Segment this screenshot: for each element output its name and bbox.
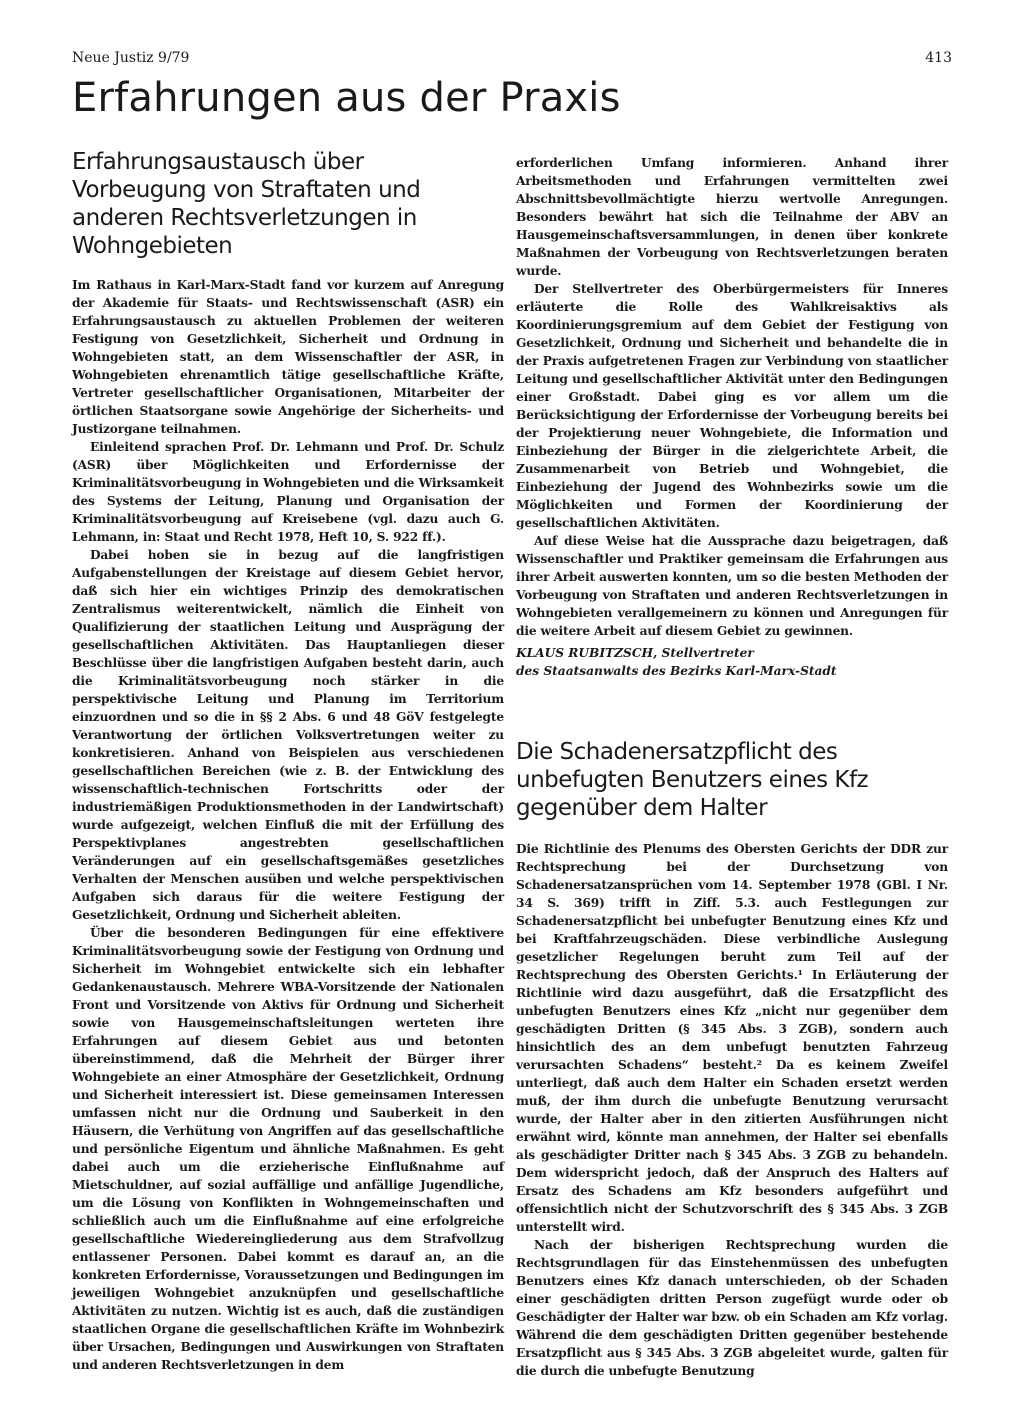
article1-continuation: Der Stellvertreter des Oberbürgermeisters für Inneres erläuterte die Rolle des Wahlkreisaktivs als Koordinierungsgremium auf dem Gebiet der Festigung von Gesetzlichkeit, Ordnung und Sicherheit und behandelte die in der Praxis aufgetretenen Fragen zur Verbindung von staatlicher Leitung und gesellschaftlicher Aktivität unter den Bedingungen einer Großstadt. Dabei ging es vor allem um die Berücksichtigung der Erfordernisse der Vorbeugung bereits bei der Projektierung neuer Wohngebiete, die Information und Einbeziehung der Bürger in die zielgerichtete Arbeit, die Zusammenarbeit von Betrieb und Wohngebiet, die Einbeziehung der Jugend des Wohnbezirks sowie um die Möglichkeiten und Formen der Koordinierung der gesellschaftlichen Aktivitäten. [516, 282, 948, 530]
journal-issue: Neue Justiz 9/79 [72, 50, 190, 66]
article1-paragraph: Im Rathaus in Karl-Marx-Stadt fand vor kurzem auf Anregung der Akademie für Staats- und Rechtswissenschaft (ASR) ein Erfahrungsaustausch zu aktuellen Problemen der weiteren Festigung von Gesetzlichkeit, Sicherheit und Ordnung in Wohngebieten statt, an dem Wissenschaftler der ASR, in Wohngebieten ehrenamtlich tätige gesellschaftliche Kräfte, Vertreter gesellschaftlicher Organisationen, Mitarbeiter der örtlichen Staatsorgane sowie Angehörige der Sicherheits- und Justizorgane teilnahmen. [72, 278, 504, 437]
article1-continuation: erforderlichen Umfang informieren. Anhand ihrer Arbeitsmethoden und Erfahrungen vermittelten zwei Abschnittsbevollmächtigte hierzu wertvolle Anregungen. Besonders bewährt hat sich die Teilnahme der ABV an Hausgemeinschaftsversammlungen, in denen über konkrete Maßnahmen der Vorbeugung von Rechtsverletzungen beraten wurde. [516, 156, 948, 278]
article1-paragraph: Dabei hoben sie in bezug auf die langfristigen Aufgabenstellungen der Kreistage auf diesem Gebiet hervor, daß sich hier ein wichtiges Prinzip des demokratischen Zentralismus weiterentwickelt, nämlich die Einheit von Qualifizierung der staatlichen Leitung und Ausprägung der gesellschaftlichen Aktivitäten. Das Hauptanliegen dieser Beschlüsse über die langfristigen Aufgaben besteht darin, auch die Kriminalitätsvorbeugung noch stärker in die perspektivische Leitung und Planung im Territorium einzuordnen und so die in §§ 2 Abs. 6 und 48 GöV festgelegte Verantwortung der örtlichen Volksvertretungen weiter zu konkretisieren. Anhand von Beispielen aus verschiedenen gesellschaftlichen Bereichen (wie z. B. der Entwicklung des wissenschaftlich-technischen Fortschritts oder der industriemäßigen Produktionsmethoden in der Landwirtschaft) wurde aufgezeigt, welchen Einfluß die mit der Erfüllung des Perspektivplanes angestrebten gesellschaftlichen Veränderungen auf ein gesellschaftsgemäßes gesetzliches Verhalten der Menschen ausüben und welche perspektivischen Aufgaben sich daraus für die weitere Festigung der Gesetzlichkeit, Ordnung und Sicherheit ableiten. [72, 548, 504, 923]
article1-paragraph: Einleitend sprachen Prof. Dr. Lehmann und Prof. Dr. Schulz (ASR) über Möglichkeiten und Erfordernisse der Kriminalitätsvorbeugung in Wohngebieten und die Wirksamkeit des Systems der Leitung, Planung und Organisation der Kriminalitätsvorbeugung auf Kreisebene (vgl. dazu auch G. Lehmann, in: Staat und Recht 1978, Heft 10, S. 922 ff.). [72, 440, 504, 545]
article2-title: Die Schadenersatzpflicht des unbefugten Benutzers eines Kfz gegenüber dem Halter [516, 739, 869, 822]
author-position: des Staatsanwalts des Bezirks Karl-Marx-Stadt [516, 664, 837, 678]
author-name: KLAUS RUBITZSCH, Stellvertreter [516, 646, 754, 660]
article1-continuation: Auf diese Weise hat die Aussprache dazu beigetragen, daß Wissenschaftler und Praktiker gemeinsam die Erfahrungen aus ihrer Arbeit auswerten konnten, um so die besten Methoden der Vorbeugung von Straftaten und anderen Rechtsverletzungen in Wohngebieten verallgemeinern zu können und Anregungen für die weitere Arbeit auf diesem Gebiet zu gewinnen. [516, 534, 948, 638]
section-title: Erfahrungen aus der Praxis [72, 75, 621, 121]
article2-paragraph: Die Richtlinie des Plenums des Obersten Gerichts der DDR zur Rechtsprechung bei der Durchsetzung von Schadenersatzansprüchen vom 14. September 1978 (GBl. I Nr. 34 S. 369) trifft in Ziff. 5.3. auch Festlegungen zur Schadenersatzpflicht bei unbefugter Benutzung eines Kfz und bei Kraftfahrzeugschäden. Diese verbindliche Auslegung gesetzlicher Regelungen beruht zum Teil auf der Rechtsprechung des Obersten Gerichts.¹ In Erläuterung der Richtlinie wird dazu ausgeführt, daß die Ersatzpflicht des unbefugten Benutzers eines Kfz „nicht nur gegenüber dem geschädigten Dritten (§ 345 Abs. 3 ZGB), sondern auch hinsichtlich des an dem unbefugt benutzten Fahrzeug verursachten Schadens“ besteht.² Da es keinem Zweifel unterliegt, daß auch dem Halter ein Schaden ersetzt werden muß, der ihm durch die unbefugte Benutzung verursacht wurde, der Halter aber in den zitierten Ausführungen nicht erwähnt wird, könnte man annehmen, der Halter sei ebenfalls als geschädigter Dritter nach § 345 Abs. 3 ZGB zu behandeln. Dem widerspricht jedoch, daß der Anspruch des Halters auf Ersatz des Schadens am Kfz besonders aufgeführt und offensichtlich nicht der Schutzvorschrift des § 345 Abs. 3 ZGB unterstellt wird. [516, 842, 948, 1235]
article2-paragraph: Nach der bisherigen Rechtsprechung wurden die Rechtsgrundlagen für das Einstehenmüssen des unbefugten Benutzers eines Kfz danach unterschieden, ob der Schaden einer geschädigten dritten Person zugefügt wurde oder ob Geschädigter der Halter war bzw. ob ein Schaden am Kfz vorlag. Während die dem geschädigten Dritten gegenüber bestehende Ersatzpflicht aus § 345 Abs. 3 ZGB abgeleitet wurde, galten für die durch die unbefugte Benutzung [516, 1238, 948, 1379]
left-column [72, 148, 504, 1374]
article1-paragraph: Über die besonderen Bedingungen für eine effektivere Kriminalitätsvorbeugung sowie der Festigung von Ordnung und Sicherheit im Wohngebiet entwickelte sich ein lebhafter Gedankenaustausch. Mehrere WBA-Vorsitzende der Nationalen Front und Vorsitzende von Aktivs für Ordnung und Sicherheit sowie von Hausgemeinschaftsleitungen werteten ihre Erfahrungen auf diesem Gebiet aus und betonten übereinstimmend, daß die Mehrheit der Bürger ihrer Wohngebiete an einer Atmosphäre der Gesetzlichkeit, Ordnung und Sicherheit interessiert ist. Diese gemeinsamen Interessen umfassen nicht nur die Ordnung und Sauberkeit in den Häusern, die Verhütung von Angriffen auf das gesellschaftliche und persönliche Eigentum und ähnliche Maßnahmen. Es geht dabei auch um die erzieherische Einflußnahme auf Mietschuldner, auf sozial auffällige und anfällige Jugendliche, um die Lösung von Konflikten in Wohngemeinschaften und schließlich auch um die Einflußnahme auf eine erfolgreiche gesellschaftliche Wiedereingliederung aus dem Strafvollzug entlassener Personen. Dabei kommt es darauf an, an die konkreten Erfordernisse, Voraussetzungen und Bedingungen im jeweiligen Wohngebiet anzuknüpfen und gesellschaftliche Aktivitäten zu nutzen. Wichtig ist es auch, daß die zuständigen staatlichen Organe die gesellschaftlichen Kräfte im Wohnbezirk über Ursachen, Bedingungen und Auswirkungen von Straftaten und anderen Rechtsverletzungen in dem [72, 926, 504, 1373]
right-column [516, 154, 948, 1380]
page-number: 413 [925, 50, 952, 66]
article1-title: Erfahrungsaustausch über Vorbeugung von Straftaten und anderen Rechtsverletzungen in Wohngebieten [72, 149, 421, 260]
author-signature [516, 644, 948, 680]
page-header [72, 50, 952, 70]
